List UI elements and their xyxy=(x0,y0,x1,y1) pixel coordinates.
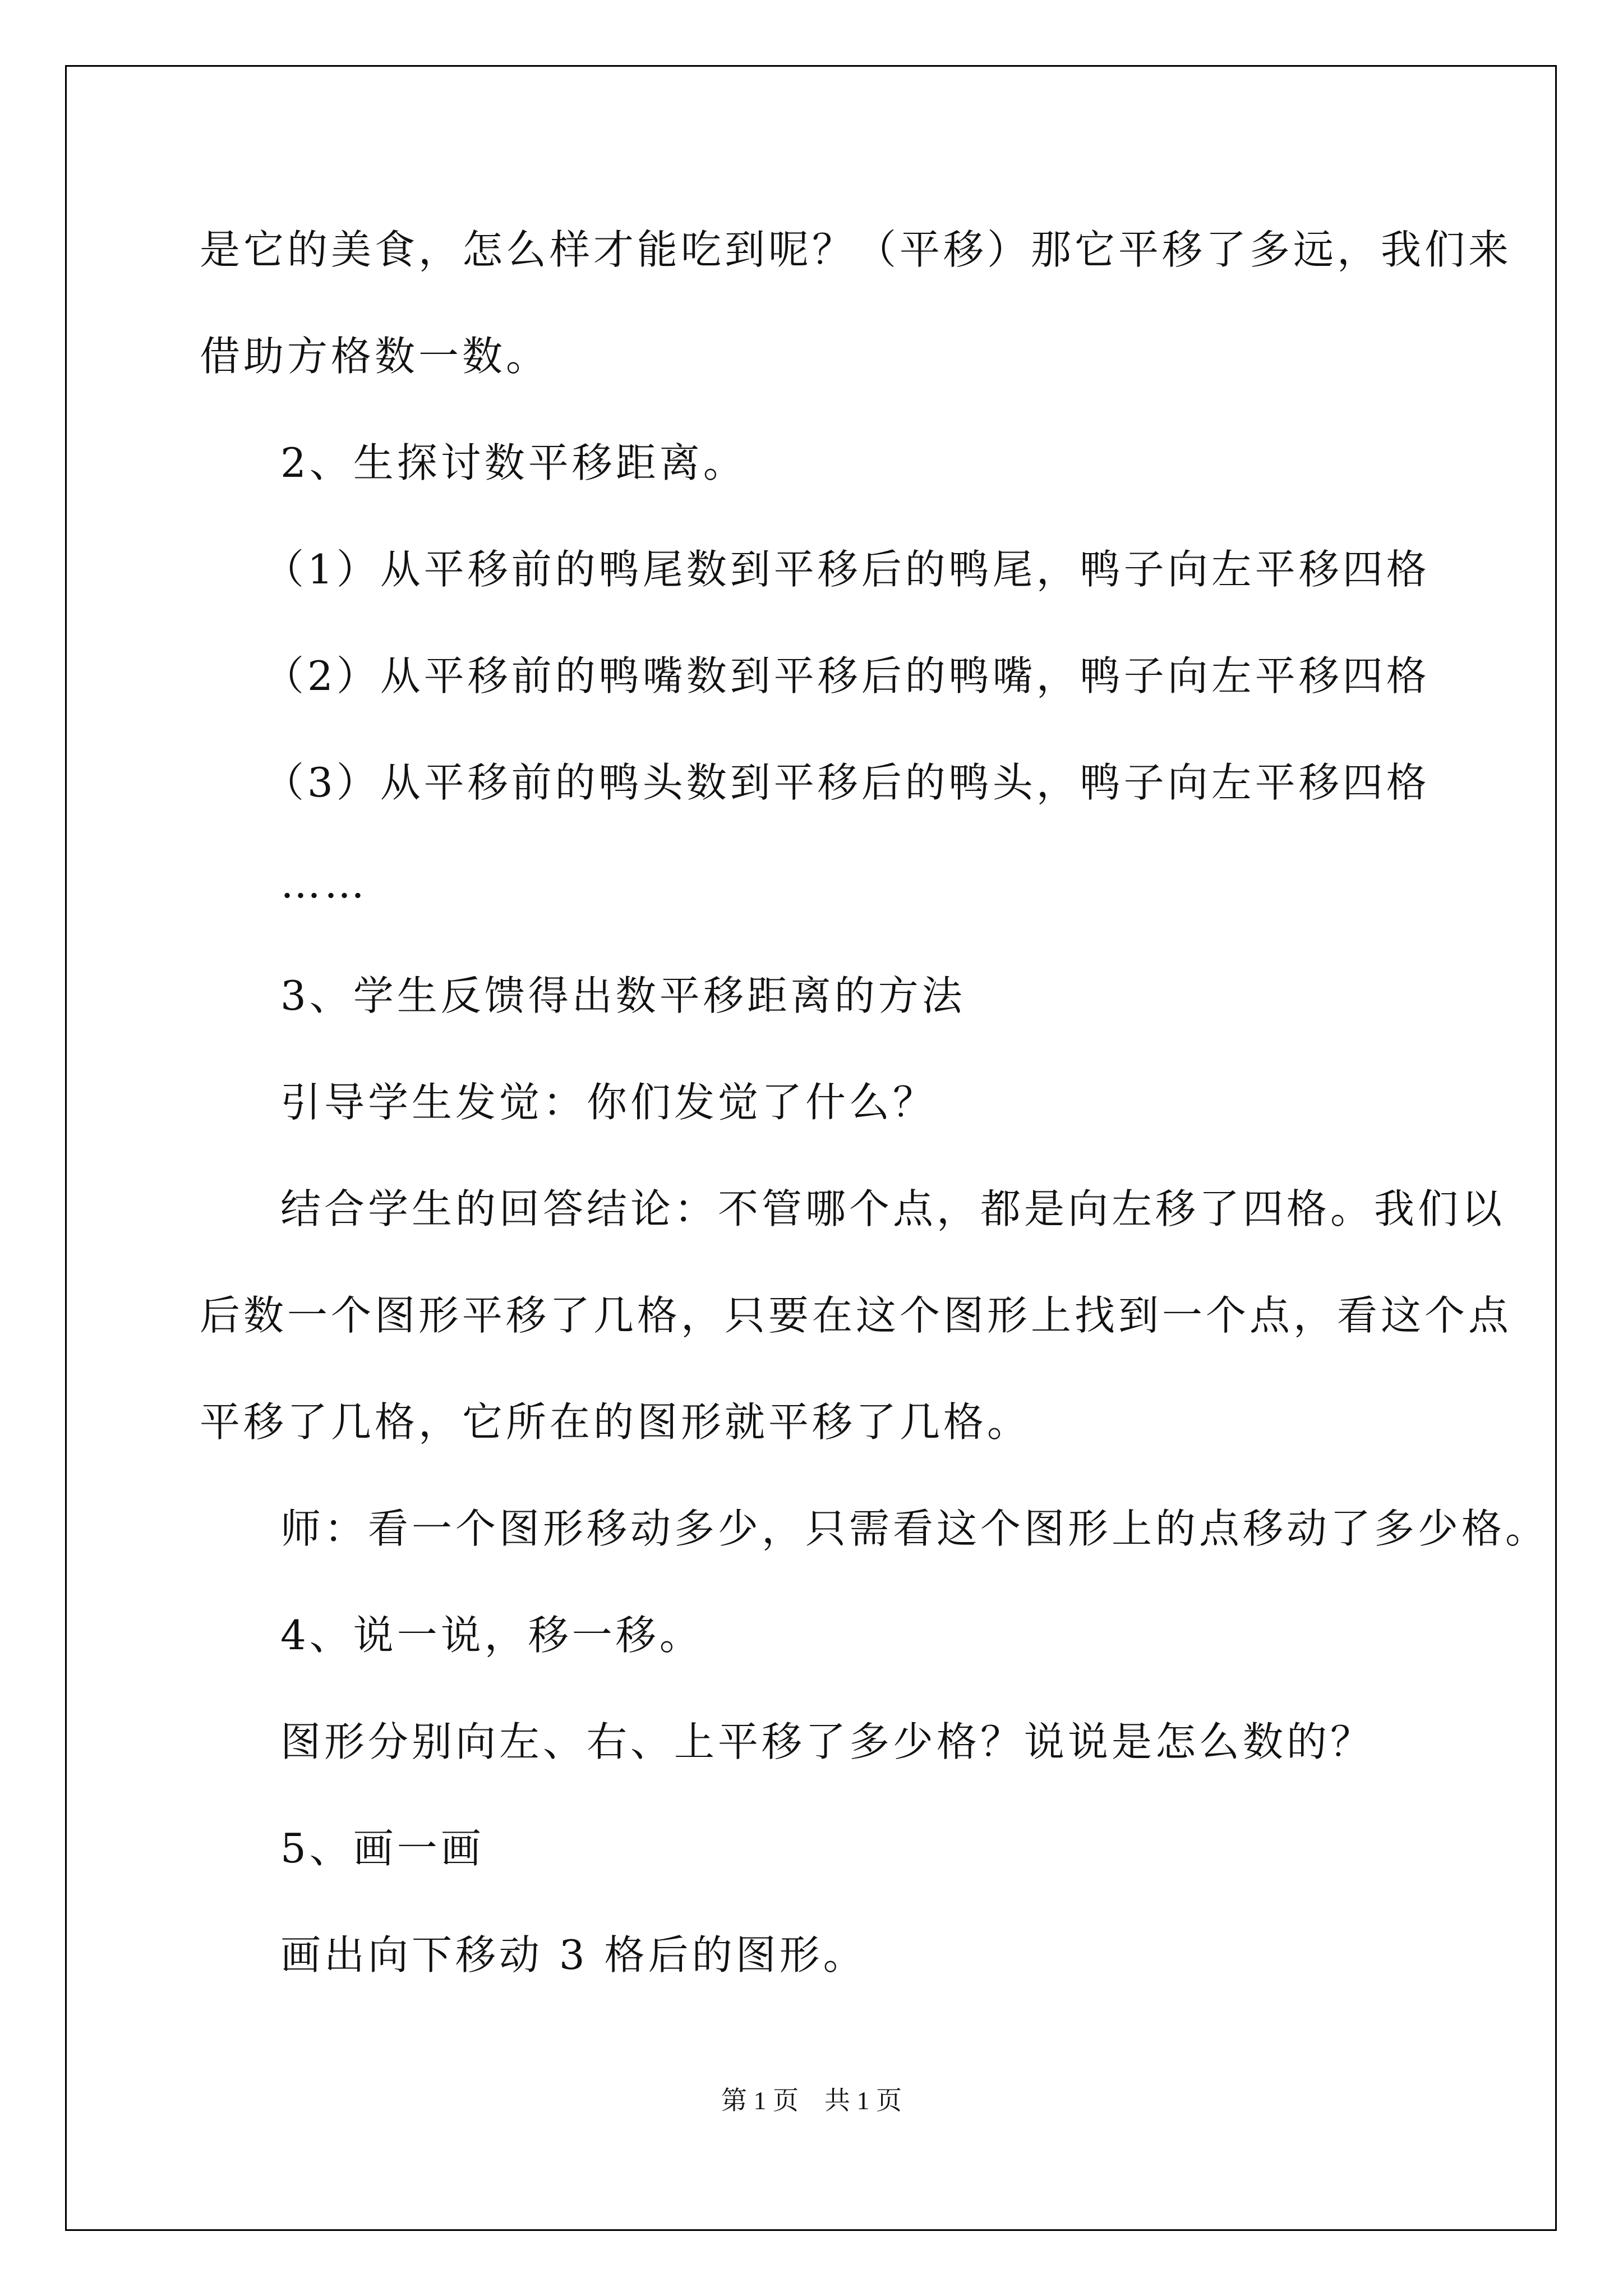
section-heading-5: 5、画一画 xyxy=(280,1825,485,1872)
paragraph-teacher: 师：看一个图形移动多少，只需看这个图形上的点移动了多少格。 xyxy=(280,1505,1550,1552)
paragraph-conclusion-line-3: 平移了几格，它所在的图形就平移了几格。 xyxy=(200,1398,1031,1446)
paragraph-draw-task: 画出向下移动 3 格后的图形。 xyxy=(280,1931,867,1978)
ellipsis-line: …… xyxy=(280,860,368,907)
section-heading-2: 2、生探讨数平移距离。 xyxy=(280,439,747,486)
list-item-3: （3）从平移前的鸭头数到平移后的鸭头，鸭子向左平移四格 xyxy=(264,759,1430,806)
paragraph-line-2: 借助方格数一数。 xyxy=(200,333,550,380)
page-footer: 第 1 页 共 1 页 xyxy=(721,2086,902,2115)
section-heading-3: 3、学生反馈得出数平移距离的方法 xyxy=(280,972,966,1019)
paragraph-conclusion-line-1: 结合学生的回答结论：不管哪个点，都是向左移了四格。我们以 xyxy=(280,1185,1506,1232)
paragraph-guide: 引导学生发觉：你们发觉了什么？ xyxy=(280,1079,937,1126)
section-heading-4: 4、说一说，移一移。 xyxy=(280,1612,703,1659)
list-item-1: （1）从平移前的鸭尾数到平移后的鸭尾，鸭子向左平移四格 xyxy=(264,546,1430,593)
paragraph-line-1: 是它的美食，怎么样才能吃到呢？（平移）那它平移了多远，我们来 xyxy=(200,226,1513,273)
page-border xyxy=(65,65,1557,2231)
list-item-2: （2）从平移前的鸭嘴数到平移后的鸭嘴，鸭子向左平移四格 xyxy=(264,652,1430,700)
paragraph-question: 图形分别向左、右、上平移了多少格？说说是怎么数的？ xyxy=(280,1718,1375,1765)
paragraph-conclusion-line-2: 后数一个图形平移了几格，只要在这个图形上找到一个点，看这个点 xyxy=(200,1292,1513,1339)
